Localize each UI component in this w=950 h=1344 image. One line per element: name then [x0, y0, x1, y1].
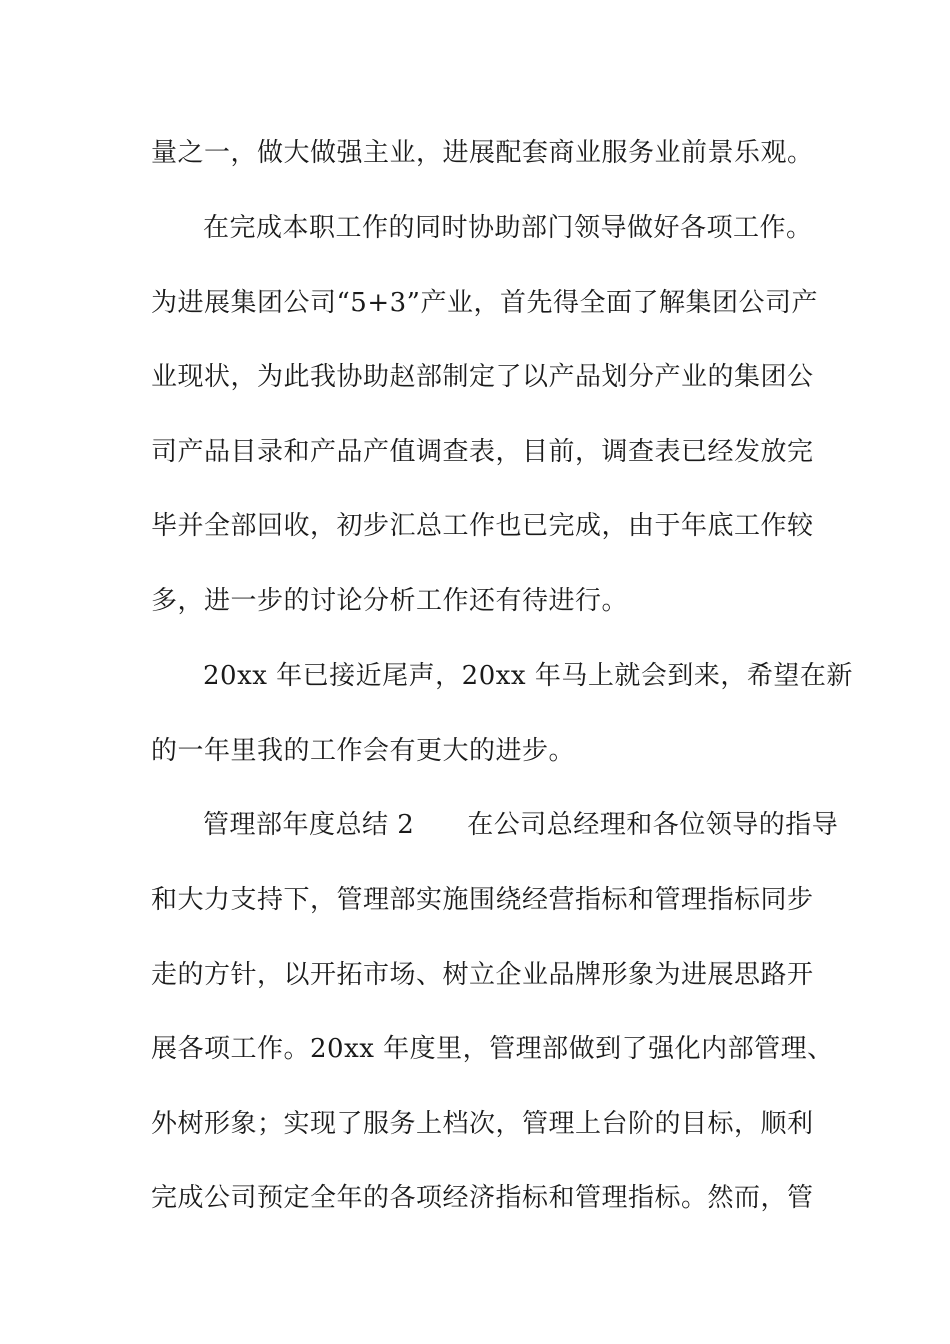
text-line: 司产品目录和产品产值调查表，目前，调查表已经发放完 — [151, 437, 814, 467]
text-line: 完成公司预定全年的各项经济指标和管理指标。然而，管 — [151, 1183, 814, 1213]
text-line: 毕并全部回收，初步汇总工作也已完成，由于年底工作较 — [151, 511, 814, 541]
text-line: 为进展集团公司“5+3”产业，首先得全面了解集团公司产 — [151, 288, 818, 318]
text-line: 20xx 年已接近尾声，20xx 年马上就会到来，希望在新 — [203, 661, 853, 691]
text-line: 业现状，为此我协助赵部制定了以产品划分产业的集团公 — [151, 362, 814, 392]
section-heading-line: 管理部年度总结 2 在公司总经理和各位领导的指导 — [203, 810, 839, 840]
text-line: 多，进一步的讨论分析工作还有待进行。 — [151, 586, 629, 616]
text-line: 在完成本职工作的同时协助部门领导做好各项工作。 — [203, 213, 813, 243]
text-line: 外树形象；实现了服务上档次，管理上台阶的目标，顺利 — [151, 1109, 814, 1139]
text-line: 和大力支持下，管理部实施围绕经营指标和管理指标同步 — [151, 885, 814, 915]
text-line: 展各项工作。20xx 年度里，管理部做到了强化内部管理、 — [151, 1034, 834, 1064]
text-line: 走的方针，以开拓市场、树立企业品牌形象为进展思路开 — [151, 960, 814, 990]
text-line: 的一年里我的工作会有更大的进步。 — [151, 736, 576, 766]
text-line: 量之一，做大做强主业，进展配套商业服务业前景乐观。 — [151, 138, 814, 168]
